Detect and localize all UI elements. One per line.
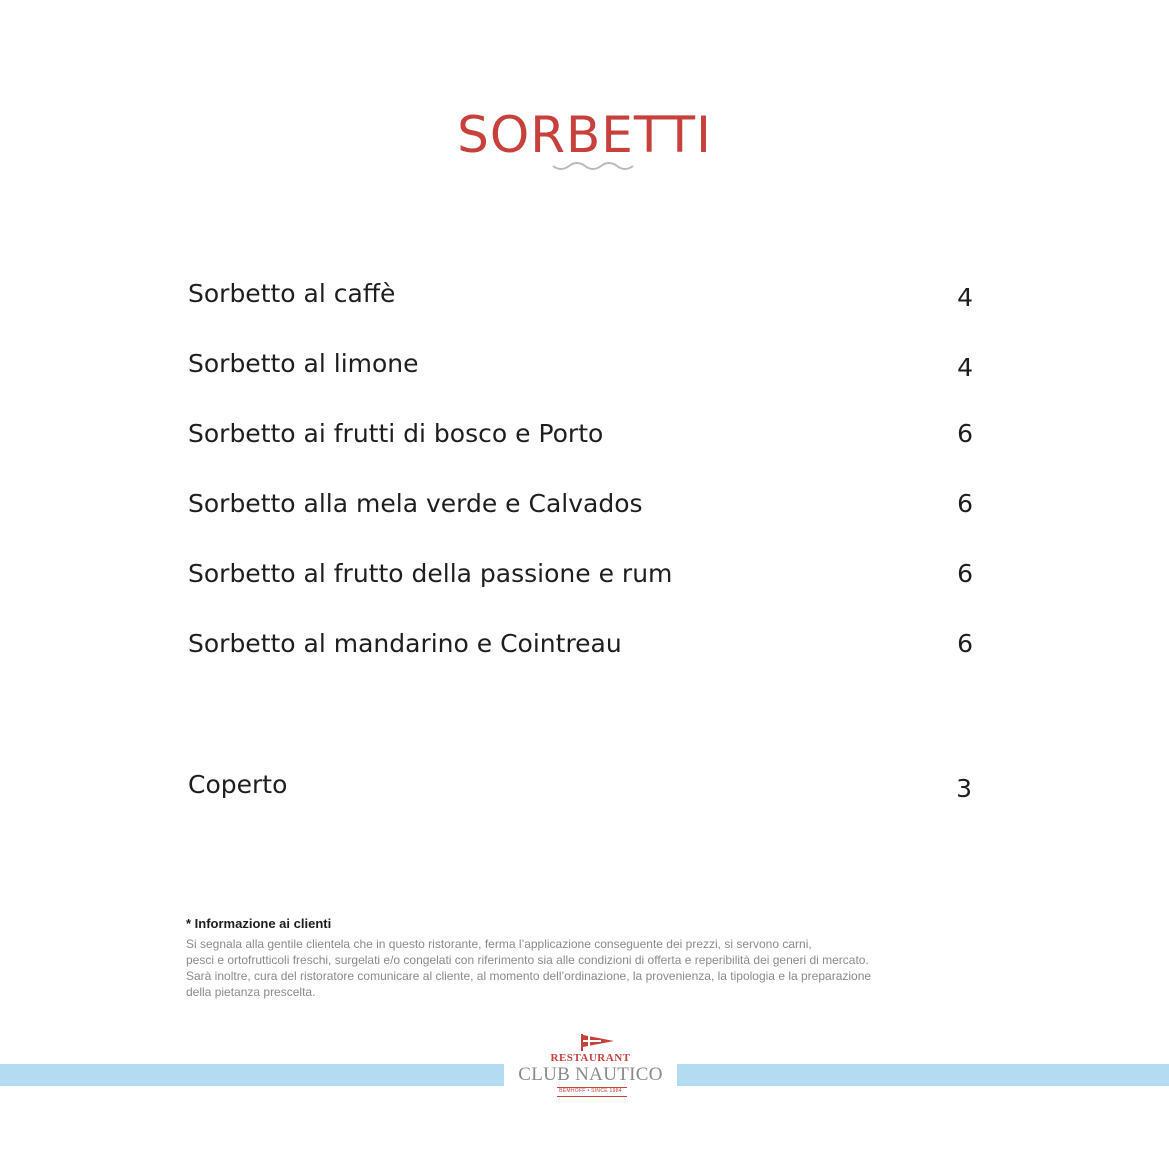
menu-item-price: 6 xyxy=(957,419,973,448)
menu-item-name: Sorbetto al caffè xyxy=(188,279,396,308)
wave-ornament-icon xyxy=(551,160,635,174)
customer-information-line: della pietanza prescelta. xyxy=(186,985,316,999)
customer-information xyxy=(186,915,976,1000)
cover-charge-label: Coperto xyxy=(188,770,288,799)
cover-charge-price: 3 xyxy=(956,774,972,803)
menu-item-price: 6 xyxy=(957,629,973,658)
customer-information-heading: * Informazione ai clienti xyxy=(186,916,332,931)
menu-item-price: 6 xyxy=(957,559,973,588)
footer-band-left xyxy=(0,1064,504,1086)
flag-icon xyxy=(580,1033,616,1051)
menu-item xyxy=(188,346,975,386)
menu-item-name: Sorbetto ai frutti di bosco e Porto xyxy=(188,419,604,448)
customer-information-line: pesci e ortofrutticoli freschi, surgelati e/o congelati con riferimento sia alle condizioni di offerta e reperibilità dei generi di mercato. xyxy=(186,953,869,967)
menu-item-price: 6 xyxy=(957,489,973,518)
menu-item xyxy=(188,556,975,596)
menu-item-name: Sorbetto al frutto della passione e rum xyxy=(188,559,673,588)
restaurant-logo xyxy=(504,1030,677,1102)
menu-item-price: 4 xyxy=(957,283,973,312)
menu-item xyxy=(188,626,975,666)
customer-information-line: Sarà inoltre, cura del ristoratore comunicare al cliente, al momento dell’ordinazione, la provenienza, la tipologia e la preparazione xyxy=(186,969,872,983)
menu-item-name: Sorbetto alla mela verde e Calvados xyxy=(188,489,643,518)
menu-item xyxy=(188,416,975,456)
menu-item xyxy=(188,276,975,316)
customer-information-line: Si segnala alla gentile clientela che in questo ristorante, ferma l’applicazione conseguente dei prezzi, si servono carni, xyxy=(186,937,812,951)
menu-item-price: 4 xyxy=(957,353,973,382)
logo-rule xyxy=(557,1096,627,1097)
logo-name-text: CLUB NAUTICO xyxy=(518,1064,663,1085)
page-title: SORBETTI xyxy=(457,106,712,164)
footer-band-right xyxy=(677,1064,1169,1086)
cover-charge xyxy=(188,767,975,807)
menu-item-name: Sorbetto al mandarino e Cointreau xyxy=(188,629,622,658)
logo-restaurant-text: RESTAURANT xyxy=(550,1052,631,1064)
menu-item xyxy=(188,486,975,526)
logo-tagline: BEMHOFF • SINCE 1984 xyxy=(559,1088,622,1094)
menu-item-name: Sorbetto al limone xyxy=(188,349,419,378)
